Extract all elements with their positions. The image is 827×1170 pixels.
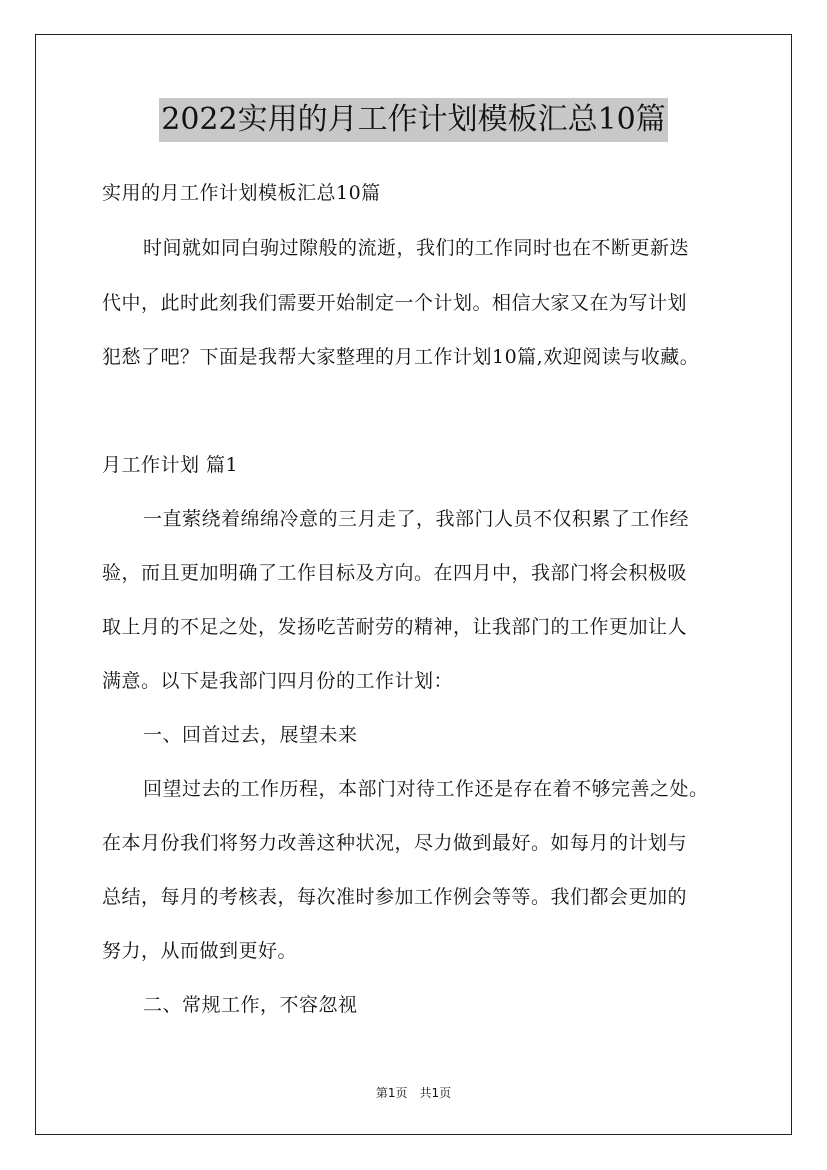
section-heading: 月工作计划 篇1: [102, 454, 239, 476]
heading-1: 一、回首过去，展望未来: [143, 724, 358, 746]
para1-line-1: 一直萦绕着绵绵冷意的三月走了，我部门人员不仅积累了工作经: [143, 508, 690, 530]
para1-line-2: 验，而且更加明确了工作目标及方向。在四月中，我部门将会积极吸: [102, 562, 688, 584]
para2-line-2: 在本月份我们将努力改善这种状况，尽力做到最好。如每月的计划与: [102, 832, 688, 854]
intro-line-1: 时间就如同白驹过隙般的流逝，我们的工作同时也在不断更新迭: [143, 237, 690, 259]
document-subtitle: 实用的月工作计划模板汇总10篇: [102, 182, 381, 204]
heading-2: 二、常规工作，不容忽视: [143, 994, 358, 1016]
para1-line-3: 取上月的不足之处，发扬吃苦耐劳的精神，让我部门的工作更加让人: [102, 616, 688, 638]
document-title: 2022实用的月工作计划模板汇总10篇: [159, 98, 668, 142]
page-footer: [0, 1085, 827, 1101]
page-total: 共1页: [419, 1086, 452, 1100]
para2-line-3: 总结，每月的考核表，每次准时参加工作例会等等。我们都会更加的: [102, 886, 688, 908]
title-container: [0, 98, 827, 142]
intro-line-3: 犯愁了吧？下面是我帮大家整理的月工作计划10篇,欢迎阅读与收藏。: [102, 346, 700, 368]
para1-line-4: 满意。以下是我部门四月份的工作计划：: [102, 670, 454, 692]
page-number: 第1页: [375, 1086, 408, 1100]
para2-line-1: 回望过去的工作历程，本部门对待工作还是存在着不够完善之处。: [143, 778, 709, 800]
intro-line-2: 代中，此时此刻我们需要开始制定一个计划。相信大家又在为写计划: [102, 292, 688, 314]
para2-line-4: 努力，从而做到更好。: [102, 940, 298, 962]
